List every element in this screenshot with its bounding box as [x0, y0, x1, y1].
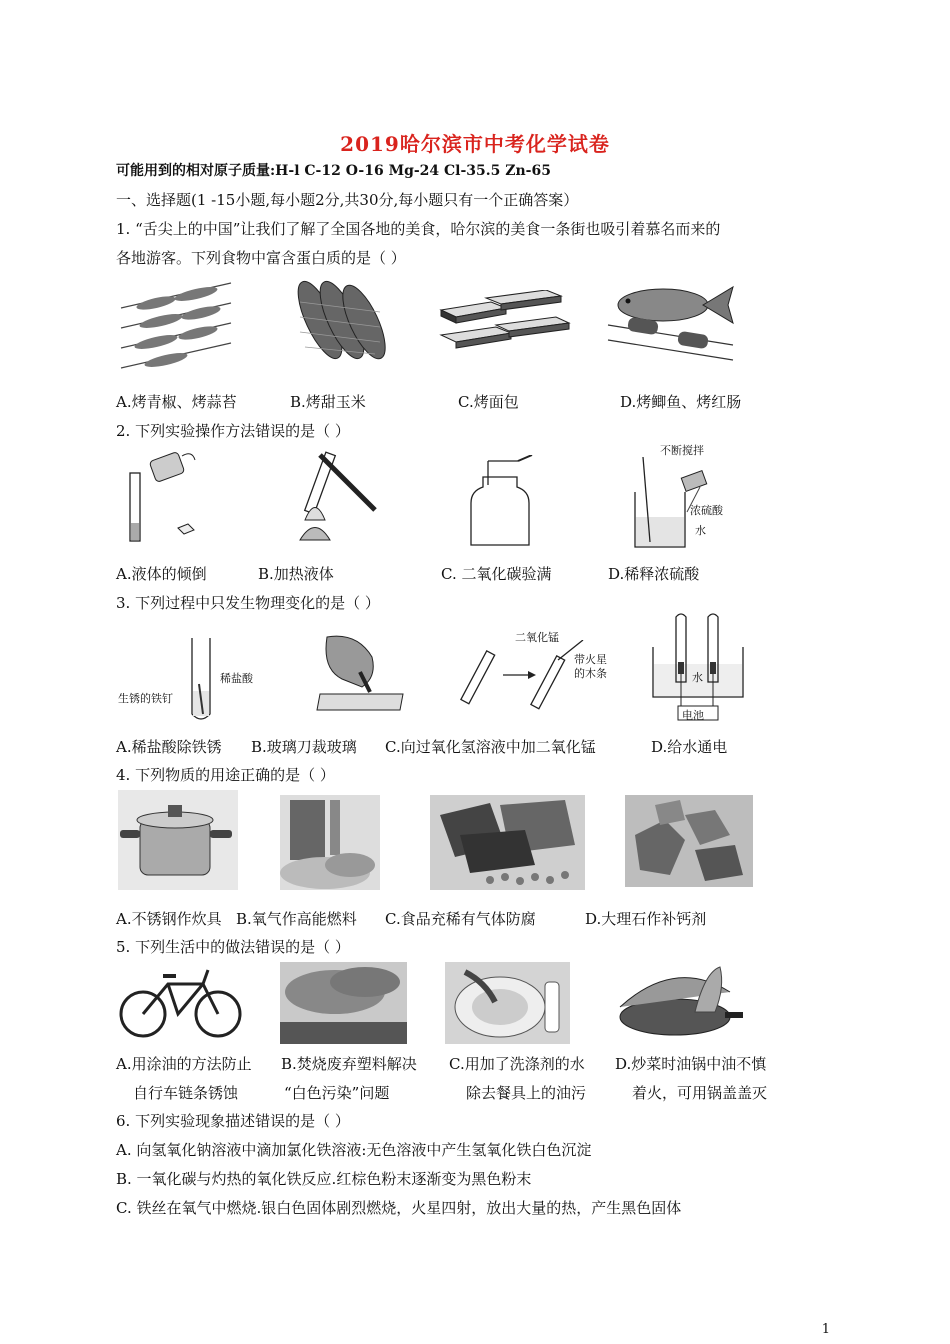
q5-option-c-line1: C.用加了洗涤剂的水 [449, 1055, 585, 1073]
q3-option-b: B.玻璃刀裁玻璃 [251, 738, 357, 756]
q6-stem: 6. 下列实验现象描述错误的是（ ） [116, 1112, 350, 1130]
q3-option-d: D.给水通电 [651, 738, 728, 756]
q6-option-a: A. 向氢氧化钠溶液中滴加氯化铁溶液:无色溶液中产生氢氧化铁白色沉淀 [116, 1141, 592, 1159]
label-dilute-hcl: 稀盐酸 [220, 672, 253, 685]
q2-option-d: D.稀释浓硫酸 [608, 565, 700, 583]
grilled-fish-sausage-image [603, 275, 738, 365]
page-title: 2019哈尔滨市中考化学试卷 [340, 132, 610, 156]
q5-option-b-line2: “白色污染”问题 [284, 1084, 390, 1102]
section-heading: 一、选择题(1 -15小题,每小题2分,共30分,每小题只有一个正确答案） [116, 191, 579, 209]
atomic-masses: 可能用到的相对原子质量:H-l C-12 O-16 Mg-24 Cl-35.5 Zn-65 [116, 163, 551, 179]
food-packaging-image [430, 795, 585, 890]
label-water: 水 [695, 524, 706, 537]
q6-option-c: C. 铁丝在氧气中燃烧.银白色固体剧烈燃烧，火星四射，放出大量的热，产生黑色固体 [116, 1199, 682, 1217]
rusty-nail-test-tube-image [186, 636, 216, 724]
q2-stem: 2. 下列实验操作方法错误的是（ ） [116, 422, 350, 440]
label-battery: 电池 [682, 709, 704, 722]
q6-option-b: B. 一氧化碳与灼热的氧化铁反应.红棕色粉末逐渐变为黑色粉末 [116, 1170, 532, 1188]
liquid-pouring-image [120, 448, 200, 548]
heating-liquid-image [290, 450, 380, 550]
q4-option-b: B.氧气作高能燃料 [236, 910, 357, 928]
q5-option-a-line1: A.用涂油的方法防止 [116, 1055, 252, 1073]
q1-stem-line1: 1. “舌尖上的中国”让我们了解了全国各地的美食，哈尔滨的美食一条街也吸引着慕名而来的 [116, 220, 721, 238]
label-mno2: 二氧化锰 [515, 631, 559, 644]
grilled-bread-image [436, 290, 571, 355]
wok-fire-image [615, 962, 745, 1044]
grilled-peppers-image [116, 278, 236, 373]
label-glowing-splint-2: 的木条 [574, 667, 607, 680]
label-rusty-nail: 生锈的铁钉 [118, 692, 173, 705]
label-stir: 不断搅拌 [660, 444, 704, 457]
q2-option-c: C. 二氧化碳验满 [441, 565, 552, 583]
page-number: 1 [821, 1322, 830, 1337]
pressure-cooker-image [118, 790, 238, 890]
dilute-acid-image [625, 442, 745, 552]
q5-option-a-line2: 自行车链条锈蚀 [133, 1084, 239, 1102]
label-glowing-splint-1: 带火星 [574, 653, 607, 666]
bicycle-image [118, 962, 243, 1042]
co2-full-test-image [468, 455, 538, 547]
grilled-corn-image [290, 272, 390, 367]
rocket-launch-image [280, 795, 380, 890]
q1-option-b: B.烤甜玉米 [290, 393, 366, 411]
burning-plastic-image [280, 962, 407, 1044]
q1-option-a: A.烤青椒、烤蒜苔 [116, 393, 237, 411]
q3-stem: 3. 下列过程中只发生物理变化的是（ ） [116, 594, 380, 612]
q4-option-a: A.不锈钢作炊具 [116, 910, 222, 928]
q1-option-c: C.烤面包 [458, 393, 519, 411]
q5-stem: 5. 下列生活中的做法错误的是（ ） [116, 938, 350, 956]
q4-option-c: C.食品充稀有气体防腐 [385, 910, 536, 928]
q3-option-a: A.稀盐酸除铁锈 [116, 738, 222, 756]
q4-option-d: D.大理石作补钙剂 [585, 910, 707, 928]
q5-option-c-line2: 除去餐具上的油污 [466, 1084, 587, 1102]
q3-option-c: C.向过氧化氢溶液中加二氧化锰 [385, 738, 596, 756]
q1-option-d: D.烤鲫鱼、烤红肠 [620, 393, 742, 411]
label-electrolysis-water: 水 [692, 671, 703, 684]
q5-option-d-line1: D.炒菜时油锅中油不慎 [615, 1055, 767, 1073]
dish-washing-image [445, 962, 570, 1044]
q1-stem-line2: 各地游客。下列食物中富含蛋白质的是（ ） [116, 249, 406, 267]
q2-option-a: A.液体的倾倒 [116, 565, 207, 583]
q5-option-b-line1: B.焚烧废弃塑料解决 [281, 1055, 417, 1073]
glass-cutting-image [315, 632, 405, 714]
q5-option-d-line2: 着火，可用锅盖盖灭 [632, 1084, 768, 1102]
q4-stem: 4. 下列物质的用途正确的是（ ） [116, 766, 335, 784]
label-conc-sulfuric-acid: 浓硫酸 [690, 504, 723, 517]
marble-image [625, 795, 753, 887]
q2-option-b: B.加热液体 [258, 565, 334, 583]
